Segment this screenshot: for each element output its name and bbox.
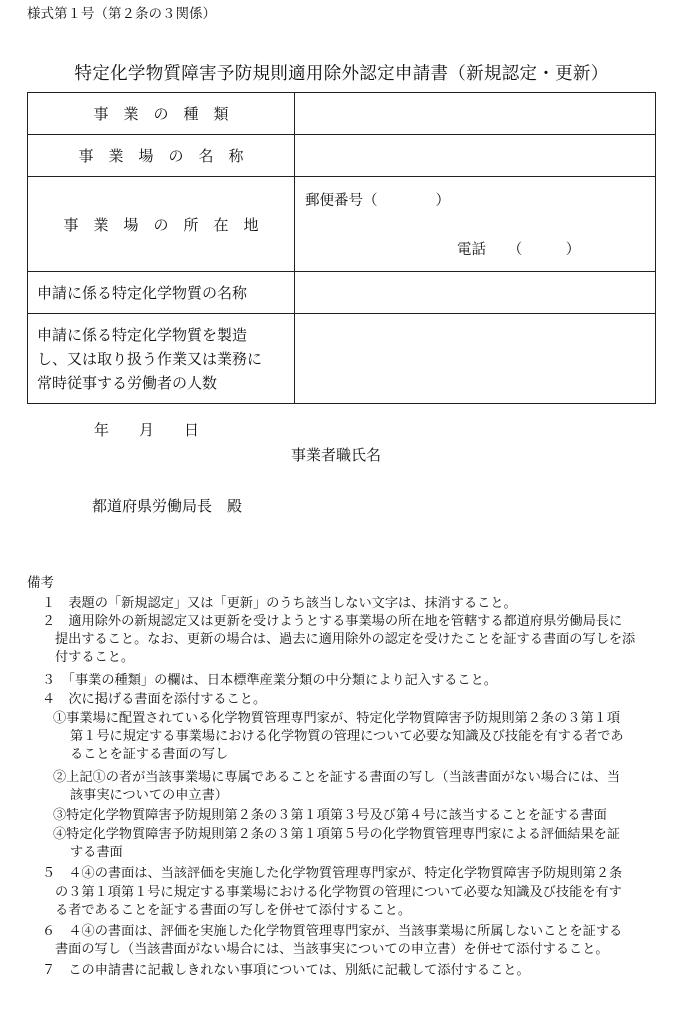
- workplace-address-label: 事 業 場 の 所 在 地: [28, 177, 295, 272]
- business-type-field[interactable]: [295, 93, 656, 135]
- note-line: 提出すること。なお、更新の場合は、過去に適用除外の認定を受けたことを証する書面の写しを添: [55, 632, 636, 647]
- form-number: 様式第１号（第２条の３関係）: [27, 6, 216, 22]
- note-line: ることを証する書面の写し: [70, 747, 229, 762]
- note-line: ②上記①の者が当該事業場に専属であることを証する書面の写し（当該書面がない場合には、当: [53, 770, 621, 785]
- row-workplace-address: [28, 177, 656, 272]
- worker-count-label-line: し、又は取り扱う作業又は業務に: [37, 349, 263, 368]
- note-line: 付すること。: [55, 650, 135, 665]
- page-title: 特定化学物質障害予防規則適用除外認定申請書（新規認定・更新）: [74, 64, 609, 84]
- note-line: 書面の写し（当該書面がない場合には、当該事実についての申立書）を併せて添付すること。: [55, 942, 609, 957]
- row-worker-count: [28, 314, 656, 404]
- note-line: の３第１項第１号に規定する事業場における化学物質の管理について必要な知識及び技能を有す: [55, 885, 622, 900]
- worker-count-label-line: 常時従事する労働者の人数: [37, 373, 218, 392]
- note-line: ③特定化学物質障害予防規則第２条の３第１項第３号及び第４号に該当することを証する書面: [53, 808, 607, 823]
- phone-label: 電話 （ ）: [457, 242, 581, 258]
- date-line: 年 月 日: [94, 421, 200, 439]
- workplace-address-field[interactable]: [295, 177, 656, 272]
- note-line: ６ ４④の書面は、評価を実施した化学物質管理専門家が、当該事業場に所属しないことを証する: [42, 924, 623, 939]
- application-table: [27, 92, 656, 404]
- note-line: ２ 適用除外の新規認定又は更新を受けようとする事業場の所在地を管轄する都道府県労働局長に: [42, 614, 623, 629]
- worker-count-label: [28, 314, 295, 404]
- note-line: ①事業場に配置されている化学物質管理専門家が、特定化学物質障害予防規則第２条の３第１項: [53, 711, 621, 726]
- workplace-name-label: 事 業 場 の 名 称: [28, 135, 295, 177]
- notes-heading: 備考: [27, 575, 54, 591]
- substance-name-field[interactable]: [295, 272, 656, 314]
- note-line: る者であることを証する書面の写しを併せて添付すること。: [55, 903, 412, 918]
- postal-code-label: 郵便番号（ ）: [305, 193, 450, 209]
- worker-count-label-line: 申請に係る特定化学物質を製造: [37, 325, 248, 344]
- note-line: ５ ４④の書面は、当該評価を実施した化学物質管理専門家が、特定化学物質障害予防規則第２条: [42, 866, 623, 881]
- note-line: １ 表題の「新規認定」又は「更新」のうち該当しない文字は、抹消すること。: [42, 596, 517, 611]
- note-line: する書面: [70, 845, 123, 860]
- substance-name-label: 申請に係る特定化学物質の名称: [28, 272, 295, 314]
- row-business-type: [28, 93, 656, 135]
- note-line: ７ この申請書に記載しきれない事項については、別紙に記載して添付すること。: [42, 963, 530, 978]
- signer-label: 事業者職氏名: [291, 446, 382, 464]
- note-line: ④特定化学物質障害予防規則第２条の３第１項第５号の化学物質管理専門家による評価結果を証: [53, 827, 621, 842]
- note-line: ３ 「事業の種類」の欄は、日本標準産業分類の中分類により記入すること。: [42, 673, 497, 688]
- note-line: ４ 次に掲げる書面を添付すること。: [42, 692, 267, 707]
- worker-count-field[interactable]: [295, 314, 656, 404]
- addressee: 都道府県労働局長 殿: [92, 497, 243, 515]
- workplace-name-field[interactable]: [295, 135, 656, 177]
- row-substance-name: [28, 272, 656, 314]
- row-workplace-name: [28, 135, 656, 177]
- business-type-label: 事 業 の 種 類: [28, 93, 295, 135]
- note-line: 該事実についての申立書）: [70, 788, 228, 803]
- note-line: 第１号に規定する事業場における化学物質の管理について必要な知識及び技能を有する者であ: [70, 729, 624, 744]
